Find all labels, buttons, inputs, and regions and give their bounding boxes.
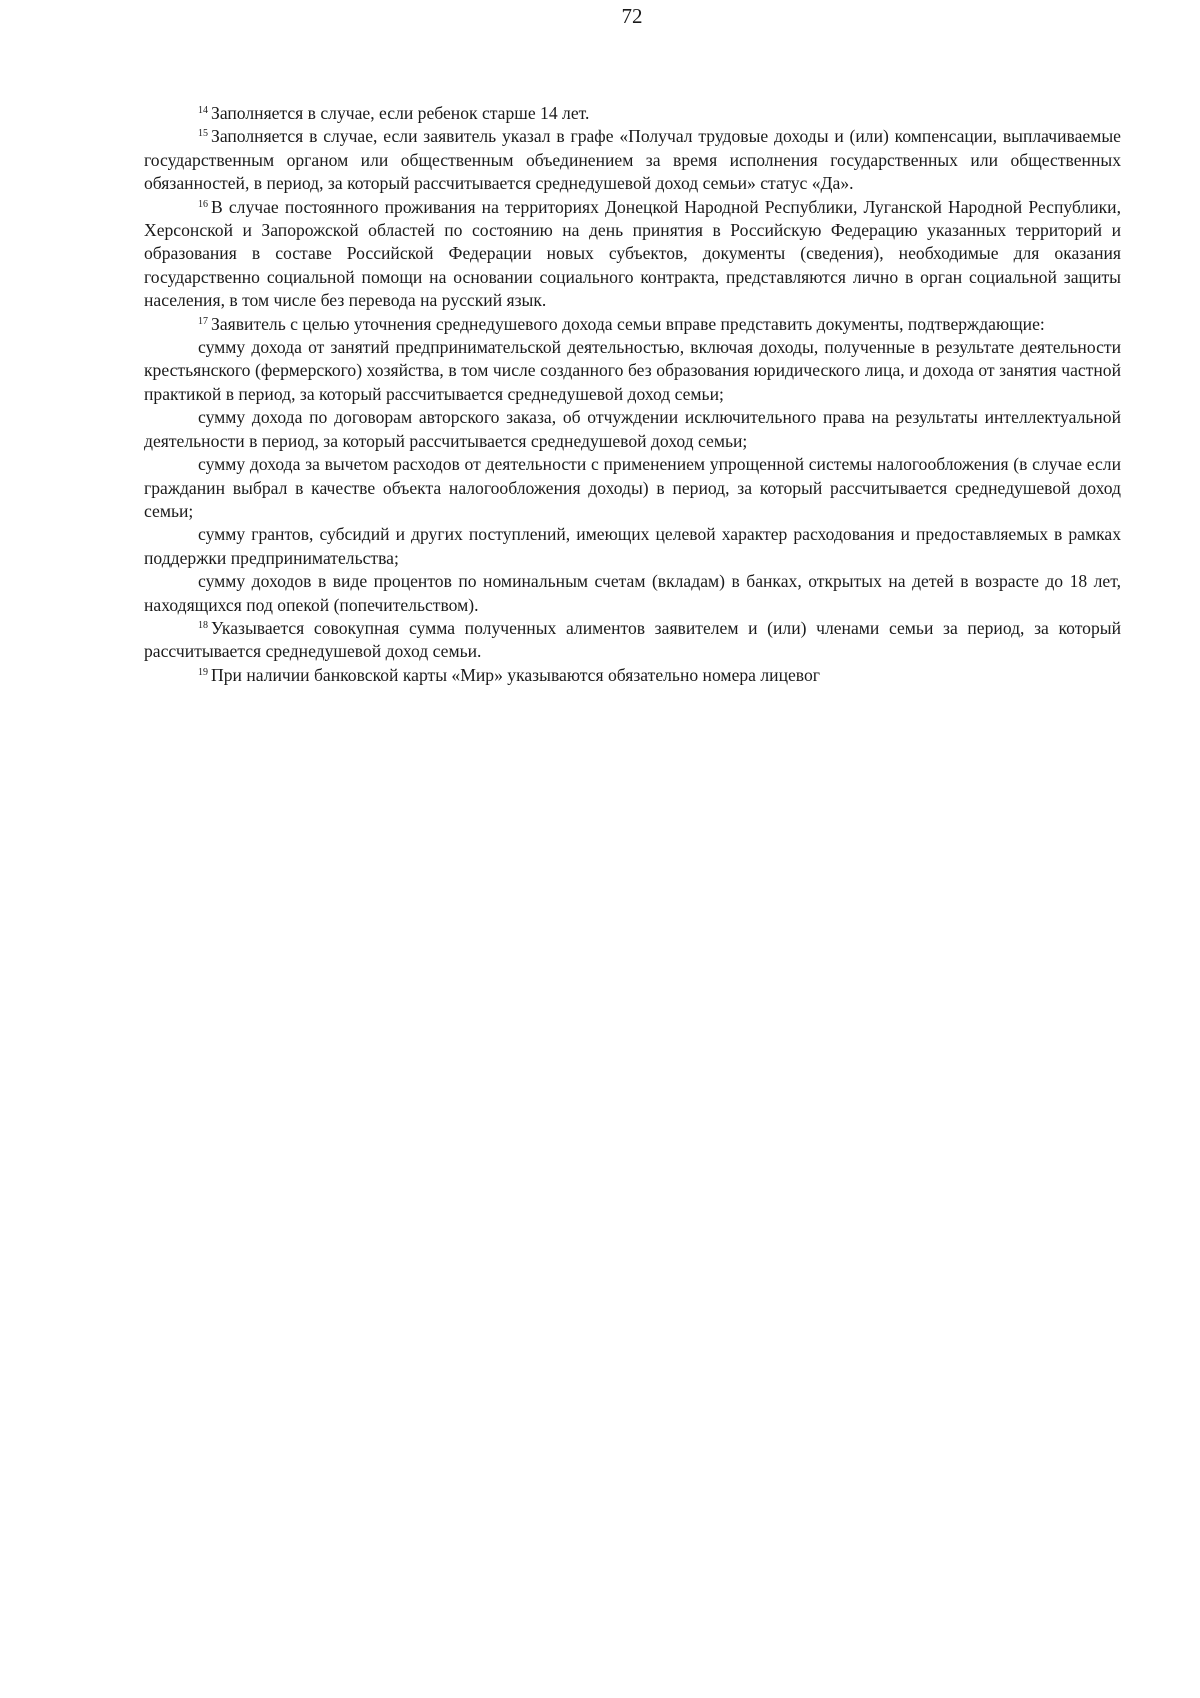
footnote-15 xyxy=(144,125,1121,195)
footnote-text: сумму грантов, субсидий и других поступлений, имеющих целевой характер расходования и предоставляемых в рамках поддержки предпринимательства; xyxy=(144,524,1121,568)
footnote-text: сумму дохода от занятий предпринимательской деятельностью, включая доходы, полученные в результате деятельности крестьянского (фермерского) хозяйства, в том числе созданного без образования юридического лица, и дохода от занятия частной практикой в период, за который рассчитывается среднедушевой доход семьи; xyxy=(144,337,1121,404)
footnote-mark: 16 xyxy=(198,198,208,210)
footnote-17 xyxy=(144,313,1121,336)
footnote-text: Заявитель с целью уточнения среднедушевого дохода семьи вправе представить документы, подтверждающие: xyxy=(211,313,1045,334)
footnote-mark: 14 xyxy=(198,105,208,116)
footnote-text: сумму дохода за вычетом расходов от деятельности с применением упрощенной системы налогообложения (в случае если гражданин выбрал в качестве объекта налогообложения доходы) в период, за который рассчитывается среднедушевой доход семьи; xyxy=(144,454,1121,521)
footnote-19 xyxy=(144,664,1121,687)
footnote-17-item xyxy=(144,453,1121,523)
footnote-17-item xyxy=(144,570,1121,617)
footnotes-section xyxy=(144,102,1121,687)
footnote-16 xyxy=(144,196,1121,313)
footnote-14 xyxy=(144,102,1121,125)
footnote-text: Заполняется в случае, если заявитель указал в графе «Получал трудовые доходы и (или) компенсации, выплачиваемые государственным органом или общественным объединением за время исполнения государственных или общественных обязанностей, в период, за который рассчитывается среднедушевой доход семьи» статус «Да». xyxy=(144,126,1121,194)
footnote-18 xyxy=(144,617,1121,664)
footnote-text: Указывается совокупная сумма полученных алиментов заявителем и (или) членами семьи за период, за который рассчитывается среднедушевой доход семьи. xyxy=(144,617,1121,662)
page-number: 72 xyxy=(621,4,643,28)
footnote-mark: 17 xyxy=(198,315,208,327)
footnote-mark: 15 xyxy=(198,128,208,140)
footnote-text: сумму дохода по договорам авторского заказа, об отчуждении исключительного права на результаты интеллектуальной деятельности в период, за который рассчитывается среднедушевой доход семьи; xyxy=(144,407,1121,451)
footnote-17-item xyxy=(144,523,1121,570)
footnote-text: В случае постоянного проживания на территориях Донецкой Народной Республики, Луганской Народной Республики, Херсонской и Запорожской областей по состоянию на день принятия в Российскую Федерацию указанных территорий и образования в составе Российской Федерации новых субъектов, документы (сведения), необходимые для оказания государственно социальной помощи на основании социального контракта, представляются лично в орган социальной защиты населения, в том числе без перевода на русский язык. xyxy=(144,196,1121,311)
footnote-text: Заполняется в случае, если ребенок старше 14 лет. xyxy=(211,103,590,123)
footnote-mark: 18 xyxy=(198,619,208,631)
footnote-text: При наличии банковской карты «Мир» указываются обязательно номера лицевог xyxy=(211,664,821,685)
footnote-17-item xyxy=(144,406,1121,453)
footnote-text: сумму доходов в виде процентов по номинальным счетам (вкладам) в банках, открытых на детей в возрасте до 18 лет, находящихся под опекой (попечительством). xyxy=(144,571,1121,615)
footnote-mark: 19 xyxy=(198,666,208,678)
footnote-17-item xyxy=(144,336,1121,406)
